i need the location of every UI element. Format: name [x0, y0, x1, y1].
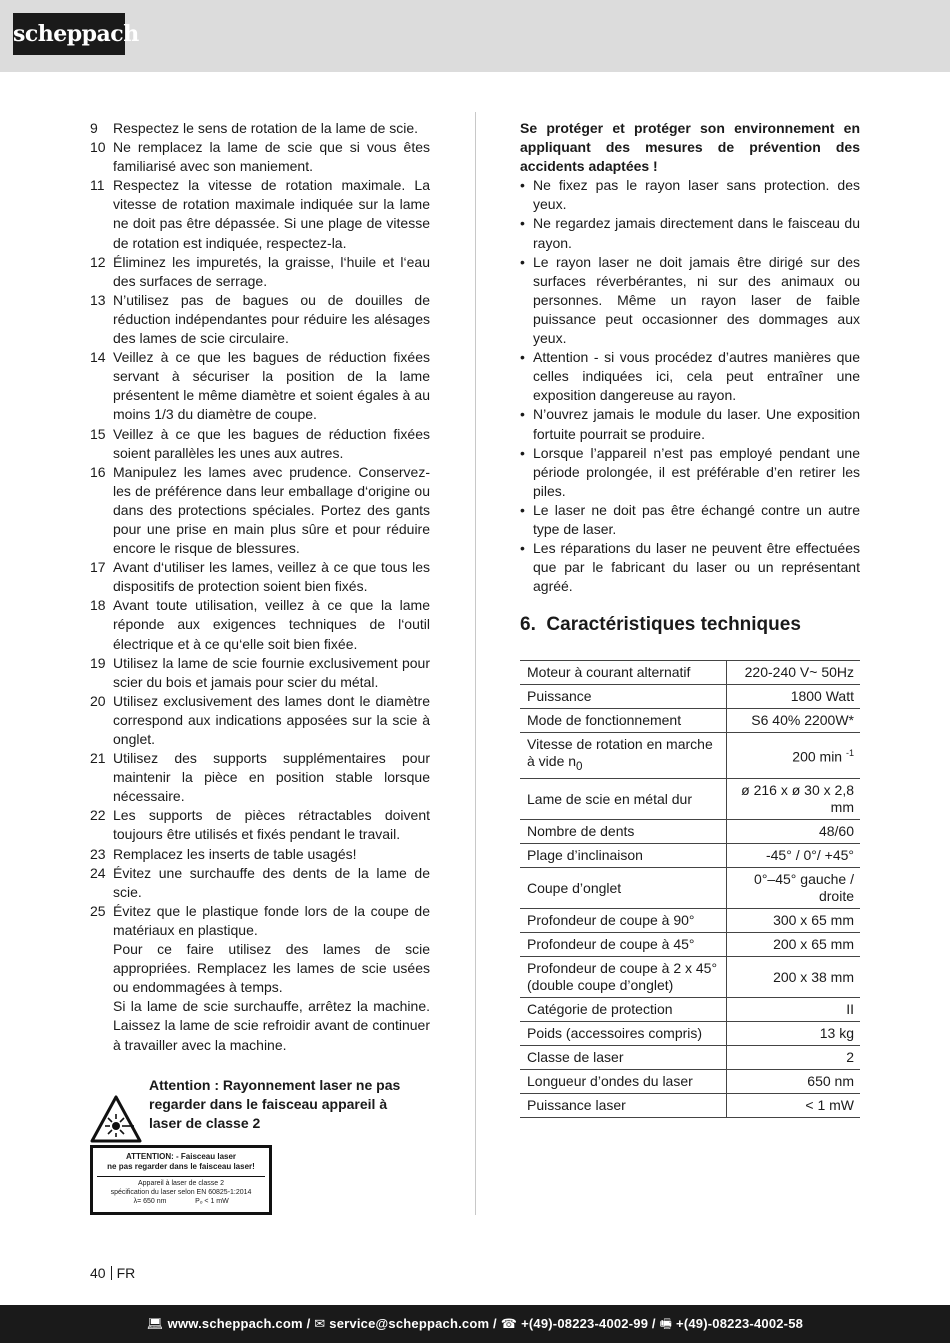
rule-text: Avant toute utilisation, veillez à ce que la lame réponde aux exigences techniques de l‘outil électrique et à ce qu‘elle soit bien fixée. — [113, 597, 430, 652]
rule-text: Utilisez des supports supplémentaires pour maintenir la pièce en position stable lorsque nécessaire. — [113, 750, 430, 805]
rule-number: 17 — [90, 559, 106, 576]
rule-number: 19 — [90, 654, 106, 671]
spec-label-text: Moteur à courant alternatif — [527, 664, 691, 681]
rule-text: Avant d‘utiliser les lames, veillez à ce que tous les dispositifs de protection soient bien fixés. — [113, 559, 430, 595]
spec-label — [520, 1094, 727, 1118]
rule-number: 15 — [90, 425, 106, 442]
bullet-item — [520, 176, 860, 214]
footer-fax: +(49)-08223-4002-58 — [676, 1316, 804, 1331]
spec-label-text: Classe de laser — [527, 1049, 624, 1066]
spec-value-text: 300 x 65 mm — [773, 912, 854, 929]
bullet-item — [520, 405, 860, 443]
bullet-dot: • — [520, 349, 525, 366]
spec-label-text: Poids (accessoires compris) — [527, 1025, 703, 1042]
label-line-2: ne pas regarder dans le faisceau laser! — [107, 1162, 255, 1171]
bullet-dot: • — [520, 253, 525, 270]
section-number: 6. — [520, 614, 536, 636]
footer-phone: +(49)-08223-4002-99 — [521, 1316, 649, 1331]
spec-row — [520, 844, 860, 868]
rule-item — [90, 845, 430, 864]
spec-label — [520, 909, 727, 933]
rule-text: Évitez une surchauffe des dents de la lame de scie. — [113, 864, 430, 900]
label-line-3: Appareil à laser de classe 2 — [138, 1180, 224, 1187]
spec-value-text: 0°–45° gauche / droite — [754, 871, 854, 905]
bullet-text: Les réparations du laser ne peuvent être effectuées que par le fabricant du laser ou un représentant agréé. — [533, 540, 860, 595]
bullet-text: Le laser ne doit pas être échangé contre un autre type de laser. — [533, 501, 860, 537]
spec-value-text: < 1 mW — [805, 1097, 854, 1114]
spec-value-text: 200 x 38 mm — [773, 968, 854, 985]
spec-row — [520, 779, 860, 820]
bullet-text: Le rayon laser ne doit jamais être dirigé sur des surfaces réverbérantes, ni sur des animaux ou personnes. Même un rayon laser de faible puissance peut occasionner des dommages aux yeux. — [533, 253, 860, 347]
spec-value — [727, 909, 861, 933]
spec-label — [520, 933, 727, 957]
rule-text: Les supports de pièces rétractables doivent toujours être utilisés et fixés pendant le travail. — [113, 807, 430, 843]
rule-number: 20 — [90, 692, 106, 709]
computer-icon: 💻︎ — [146, 1316, 164, 1331]
spec-label — [520, 1046, 727, 1070]
label-line-1: ATTENTION: - Faisceau laser — [125, 1152, 237, 1161]
bullet-dot: • — [520, 501, 525, 518]
rule-item — [90, 348, 430, 424]
bullet-item — [520, 444, 860, 501]
footer-separator: / — [489, 1316, 501, 1331]
spec-label — [520, 820, 727, 844]
mail-icon: ✉︎ — [314, 1316, 326, 1331]
spec-value-superscript: -1 — [845, 748, 854, 759]
right-column — [520, 119, 860, 1118]
rule-text: Éliminez les impuretés, la graisse, l‘huile et l‘eau des surfaces de serrage. — [113, 253, 430, 289]
spec-value-text: -45° / 0°/ +45° — [765, 847, 854, 864]
page-number-value: 40 — [90, 1265, 106, 1281]
rule-text: Ne remplacez la lame de scie que si vous êtes familiarisé avec son maniement. — [113, 139, 430, 175]
spec-value — [727, 844, 861, 868]
rule-item — [90, 463, 430, 558]
spec-value-text: 200 x 65 mm — [773, 936, 854, 953]
rule-number: 22 — [90, 807, 106, 824]
spec-label — [520, 733, 727, 779]
rule-text: Pour ce faire utilisez des lames de scie appropriées. Remplacez les lames de scie usées ou endommagées à temps. — [113, 941, 430, 996]
bullet-dot: • — [520, 540, 525, 557]
label-power: Pₒ < 1 mW — [195, 1198, 229, 1205]
spec-value-text: II — [846, 1001, 854, 1018]
page-number-separator — [111, 1266, 112, 1280]
brand-logo: scheppach — [13, 13, 125, 55]
label-wavelength: λ= 650 nm — [133, 1198, 167, 1205]
rule-item — [90, 176, 430, 252]
label-row — [97, 1197, 265, 1206]
spec-label-text: Longueur d’ondes du laser — [527, 1073, 693, 1090]
rule-item — [90, 864, 430, 902]
prevention-intro: Se protéger et protéger son environnement en appliquant des mesures de prévention des accidents adaptées ! — [520, 120, 860, 175]
spec-value-text: 220-240 V~ 50Hz — [744, 664, 854, 681]
rule-text: Veillez à ce que les bagues de réduction fixées soient parallèles les unes aux autres. — [113, 425, 430, 461]
spec-value — [727, 1022, 861, 1046]
spec-row — [520, 1094, 860, 1118]
rule-number: 18 — [90, 597, 106, 614]
phone-icon: ☎︎ — [500, 1316, 518, 1331]
bullet-text: Attention - si vous procédez d’autres manières que celles indiquées ici, cela peut entraîner une exposition dangereuse au rayon. — [533, 349, 860, 404]
spec-label — [520, 779, 727, 820]
page-language: FR — [116, 1265, 136, 1281]
laser-warning-label — [90, 1145, 272, 1215]
rule-item — [90, 749, 430, 806]
bullet-item — [520, 501, 860, 539]
fax-icon: 🖷︎ — [659, 1316, 673, 1331]
rule-number: 25 — [90, 902, 106, 919]
rule-text: Veillez à ce que les bagues de réduction fixées servant à sécuriser la position de la lame présentent le même diamètre et soient égales à au moins 1/3 du diamètre de coupe. — [113, 349, 430, 423]
bullet-text: Ne regardez jamais directement dans le faisceau du rayon. — [533, 215, 860, 251]
spec-label — [520, 998, 727, 1022]
spec-value-text: 13 kg — [819, 1025, 854, 1042]
spec-value — [727, 1046, 861, 1070]
rule-text: Respectez le sens de rotation de la lame de scie. — [113, 120, 419, 136]
bullet-text: Ne fixez pas le rayon laser sans protection. des yeux. — [533, 177, 860, 213]
rule-number: 23 — [90, 845, 106, 862]
rule-item — [90, 425, 430, 463]
spec-label-text: Profondeur de coupe à 90° — [527, 912, 695, 929]
rule-text: N’utilisez pas de bagues ou de douilles de réduction indépendantes pour réduire les alésages des lames de scie circulaire. — [113, 291, 430, 347]
spec-label-text: Profondeur de coupe à 2 x 45° (double coupe d’onglet) — [527, 960, 718, 994]
rule-item — [90, 902, 430, 1055]
spec-label-text: Vitesse de rotation en marche à vide n — [527, 736, 713, 770]
page-footer — [0, 1305, 950, 1343]
bullet-item — [520, 214, 860, 252]
spec-label-text: Puissance — [527, 688, 592, 705]
bullet-text: N’ouvrez jamais le module du laser. Une exposition fortuite pourrait se produire. — [533, 406, 860, 442]
spec-row — [520, 685, 860, 709]
spec-value-text: 48/60 — [818, 823, 854, 840]
spec-value — [727, 779, 861, 820]
label-line-4: spécification du laser selon EN 60825-1:2014 — [110, 1189, 252, 1196]
rule-number: 13 — [90, 291, 106, 308]
spec-label-text: Lame de scie en métal dur — [527, 790, 692, 807]
spec-label-text: Nombre de dents — [527, 823, 635, 840]
spec-value — [727, 933, 861, 957]
rule-text: Respectez la vitesse de rotation maximale. La vitesse de rotation maximale indiquée sur la lame ne doit pas être dépassée. Si une plage de vitesse de rotation est indiquée, respectez-la. — [113, 177, 430, 251]
safety-rules-list — [90, 119, 430, 1055]
spec-label-text: Mode de fonctionnement — [527, 712, 682, 729]
rule-number: 9 — [90, 120, 98, 136]
spec-label — [520, 709, 727, 733]
spec-value — [727, 820, 861, 844]
section-title: Caractéristiques techniques — [546, 614, 801, 636]
spec-value-text: ø 216 x ø 30 x 2,8 mm — [741, 782, 854, 816]
bullet-dot: • — [520, 444, 525, 461]
rule-item — [90, 654, 430, 692]
rule-text: Si la lame de scie surchauffe, arrêtez la machine. Laissez la lame de scie refroidir avant de continuer à travailler avec la machine. — [113, 998, 430, 1053]
page-header — [0, 0, 950, 72]
rule-item — [90, 558, 430, 596]
page-number — [90, 1265, 135, 1281]
spec-value-text: 200 min — [792, 749, 843, 766]
rule-text: Manipulez les lames avec prudence. Conservez-les de préférence dans leur emballage d‘origine ou dans des protections spéciales. Portez des gants pour une prise en main plus sûre et pour réduire encore le risque de blessures. — [113, 463, 430, 557]
rule-text: Utilisez la lame de scie fournie exclusivement pour scier du bois et jamais pour scier du métal. — [113, 654, 430, 690]
footer-separator: / — [648, 1316, 660, 1331]
rule-item — [90, 806, 430, 844]
section-heading — [520, 614, 860, 636]
spec-value — [727, 709, 861, 733]
bullet-dot: • — [520, 215, 525, 232]
spec-row — [520, 661, 860, 685]
rule-number: 21 — [90, 750, 106, 767]
spec-row — [520, 1022, 860, 1046]
rule-text: Évitez que le plastique fonde lors de la coupe de matériaux en plastique. — [113, 902, 430, 938]
bullet-item — [520, 348, 860, 405]
spec-value — [727, 1094, 861, 1118]
rule-number: 11 — [90, 177, 105, 194]
rule-item — [90, 253, 430, 291]
footer-website[interactable]: www.scheppach.com — [167, 1316, 303, 1331]
spec-value — [727, 661, 861, 685]
footer-email[interactable]: service@scheppach.com — [329, 1316, 490, 1331]
spec-value — [727, 868, 861, 909]
spec-value — [727, 998, 861, 1022]
spec-value-text: 1800 Watt — [790, 688, 854, 705]
rule-number: 24 — [90, 864, 106, 881]
footer-separator: / — [302, 1316, 315, 1331]
rule-item — [90, 692, 430, 749]
laser-warning-icon — [90, 1094, 142, 1144]
spec-label — [520, 1022, 727, 1046]
spec-label — [520, 661, 727, 685]
rule-number: 10 — [90, 139, 106, 156]
spec-row — [520, 909, 860, 933]
spec-row — [520, 933, 860, 957]
spec-label-text: Profondeur de coupe à 45° — [527, 936, 695, 953]
spec-label-text: Catégorie de protection — [527, 1001, 673, 1018]
spec-label — [520, 1070, 727, 1094]
spec-value — [727, 733, 861, 779]
rule-number: 16 — [90, 463, 106, 480]
rule-item — [90, 596, 430, 653]
spec-value — [727, 957, 861, 998]
spec-row — [520, 1070, 860, 1094]
rule-item — [90, 291, 430, 348]
label-inner — [97, 1176, 265, 1206]
laser-warning-title: Attention : Rayonnement laser ne pas regarder dans le faisceau appareil à laser de classe 2 — [149, 1077, 401, 1131]
rule-item — [90, 119, 430, 138]
specs-table — [520, 660, 860, 1118]
bullet-dot: • — [520, 406, 525, 423]
spec-value-text: 2 — [846, 1049, 854, 1066]
rule-text: Remplacez les inserts de table usagés! — [113, 845, 357, 862]
column-divider — [475, 112, 476, 1215]
spec-value — [727, 685, 861, 709]
spec-row — [520, 868, 860, 909]
spec-row — [520, 709, 860, 733]
spec-label — [520, 844, 727, 868]
spec-row — [520, 957, 860, 998]
spec-label-subscript: 0 — [576, 760, 583, 774]
bullet-dot: • — [520, 177, 525, 194]
spec-row — [520, 820, 860, 844]
bullet-text: Lorsque l’appareil n’est pas employé pendant une période prolongée, il est préférable d’en retirer les piles. — [533, 444, 860, 499]
bullet-item — [520, 539, 860, 596]
spec-label-text: Plage d’inclinaison — [527, 847, 643, 864]
spec-label-text: Puissance laser — [527, 1097, 626, 1114]
spec-label — [520, 957, 727, 998]
spec-value-text: S6 40% 2200W* — [751, 712, 854, 729]
left-column — [90, 119, 430, 1055]
spec-row — [520, 998, 860, 1022]
rule-number: 14 — [90, 349, 106, 366]
rule-text: Utilisez exclusivement des lames dont le diamètre correspond aux indications apposées sur la scie à onglet. — [113, 692, 430, 747]
spec-row — [520, 733, 860, 779]
spec-label-text: Coupe d’onglet — [527, 879, 622, 896]
spec-row — [520, 1046, 860, 1070]
laser-safety-list — [520, 176, 860, 596]
spec-label — [520, 685, 727, 709]
rule-number: 12 — [90, 253, 106, 270]
rule-item — [90, 138, 430, 176]
spec-label — [520, 868, 727, 909]
bullet-item — [520, 253, 860, 348]
spec-value — [727, 1070, 861, 1094]
spec-value-text: 650 nm — [807, 1073, 854, 1090]
